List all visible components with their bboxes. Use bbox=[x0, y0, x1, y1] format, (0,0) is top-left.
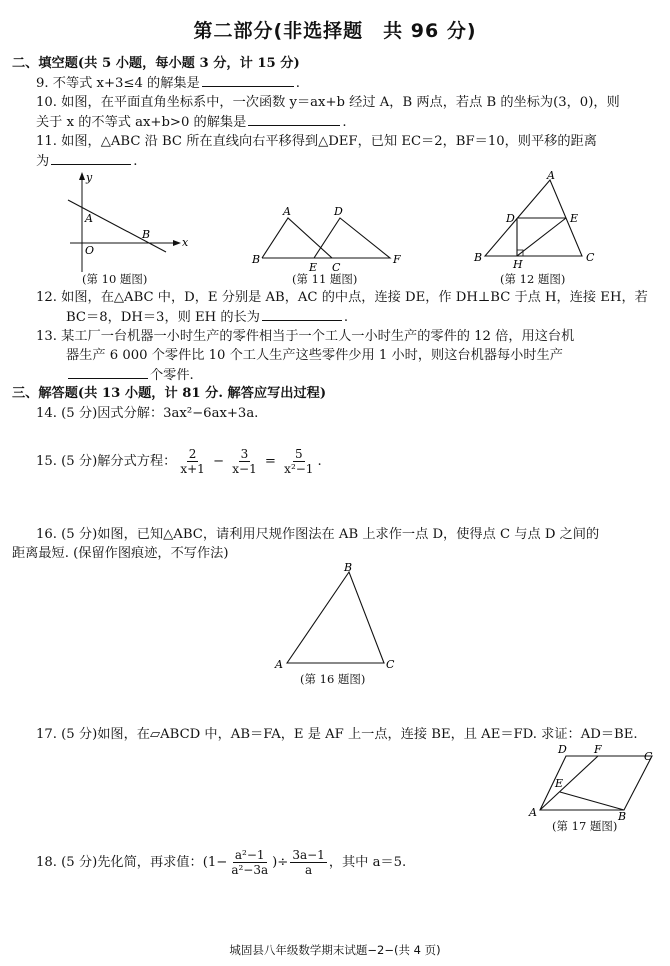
fraction: $\frac{5}{\text{x²−1}}$ bbox=[284, 447, 314, 476]
point-b-label: B bbox=[142, 228, 151, 241]
point-c-label: C bbox=[386, 658, 395, 671]
point-a-label: A bbox=[547, 170, 555, 182]
x-label: x bbox=[182, 236, 189, 249]
point-c-label: C bbox=[586, 251, 595, 264]
question-11-line1: 11. 如图，△ABC 沿 BC 所在直线向右平移得到△DEF，已知 EC＝2，BF＝10，则平移的距离 bbox=[36, 134, 597, 149]
point-b-label: B bbox=[474, 251, 483, 264]
figure-12-caption: (第 12 题图) bbox=[500, 272, 566, 286]
segment-eh bbox=[517, 218, 566, 256]
point-b-label: B bbox=[344, 561, 353, 574]
point-e-label: E bbox=[309, 261, 318, 274]
question-12-line2: BC＝8，DH＝3，则 EH 的长为 . bbox=[66, 307, 660, 327]
question-13-text: 个零件. bbox=[150, 368, 194, 383]
figure-11-caption: (第 11 题图) bbox=[292, 272, 358, 286]
question-17: 17. (5 分)如图，在▱ABCD 中，AB＝FA，E 是 AF 上一点，连接 BE，且 AE＝FD. 求证：AD＝BE. bbox=[36, 727, 638, 742]
question-11-line2: 为 . bbox=[36, 151, 660, 171]
question-12-text: BC＝8，DH＝3，则 EH 的长为 bbox=[66, 310, 260, 325]
page-footer: 城固县八年级数学期末试题−2−(共 4 页) bbox=[229, 943, 441, 957]
answer-blank[interactable] bbox=[68, 365, 148, 379]
point-a-label: A bbox=[85, 212, 93, 225]
section-solution: 三、解答题(共 13 小题，计 81 分. 解答应写出过程) bbox=[12, 386, 327, 401]
figure-17-caption: (第 17 题图) bbox=[552, 819, 618, 833]
y-label: y bbox=[86, 171, 93, 184]
question-9: 9. 不等式 x+3≤4 的解集是 . bbox=[36, 73, 660, 93]
page-title: 第二部分(非选择题 共 96 分) bbox=[193, 20, 477, 42]
answer-blank[interactable] bbox=[262, 307, 342, 321]
section-fill-in-blank: 二、填空题(共 5 小题，每小题 3 分，计 15 分) bbox=[12, 56, 300, 71]
point-d-label: D bbox=[334, 205, 343, 218]
question-11-text: 为 bbox=[36, 154, 50, 169]
point-a-label: A bbox=[283, 205, 291, 218]
point-f-label: F bbox=[393, 253, 401, 266]
figure-10-caption: (第 10 题图) bbox=[82, 272, 148, 286]
answer-blank[interactable] bbox=[202, 73, 294, 87]
point-a-label: A bbox=[529, 806, 537, 819]
point-c-label: C bbox=[332, 261, 341, 274]
question-13-line1: 13. 某工厂一台机器一小时生产的零件相当于一个工人一小时生产的零件的 12 倍，用这台机 bbox=[36, 329, 575, 344]
question-16-line1: 16. (5 分)如图，已知△ABC，请利用尺规作图法在 AB 上求作一点 D，使得点 C 与点 D 之间的 bbox=[36, 527, 600, 542]
segment-be bbox=[560, 792, 624, 810]
point-e-label: E bbox=[570, 212, 579, 225]
fraction: $\frac{3a-1}{a}$ bbox=[292, 848, 325, 877]
question-13-line3 bbox=[66, 365, 660, 385]
question-10-line2: 关于 x 的不等式 ax+b>0 的解集是 . bbox=[36, 112, 660, 132]
point-d-label: D bbox=[506, 212, 515, 225]
fraction: $\frac{3}{x-1}$ bbox=[232, 447, 257, 476]
point-d-label: D bbox=[558, 743, 567, 756]
question-13-line2: 器生产 6 000 个零件比 10 个工人生产这些零件少用 1 小时，则这台机器每小时生产 bbox=[66, 348, 563, 363]
figure-17 bbox=[524, 740, 664, 820]
question-10-line1: 10. 如图，在平面直角坐标系中，一次函数 y＝ax+b 经过 A，B 两点，若点 B 的坐标为(3，0)，则 bbox=[36, 95, 620, 110]
point-b-label: B bbox=[618, 810, 627, 820]
figure-10 bbox=[60, 170, 200, 285]
triangle-abc bbox=[287, 572, 384, 663]
origin-label: O bbox=[85, 244, 95, 257]
question-16-line2: 距离最短. (保留作图痕迹，不写作法) bbox=[12, 546, 229, 561]
x-axis-arrow-icon bbox=[173, 240, 181, 246]
figure-12 bbox=[470, 170, 610, 270]
point-b-label: B bbox=[252, 253, 261, 266]
point-c-label: C bbox=[644, 750, 653, 763]
point-a-label: A bbox=[275, 658, 283, 671]
function-line bbox=[68, 200, 166, 252]
question-18-text: 18. (5 分)先化简，再求值：(1− bbox=[36, 855, 228, 870]
question-14: 14. (5 分)因式分解：3ax²−6ax+3a. bbox=[36, 406, 259, 421]
segment-af bbox=[540, 756, 598, 810]
question-15: 15. (5 分)解分式方程： $\frac{2}{x+1}$ − $\frac{3}{x-1}$ = $\frac{5}{\text{x²−1}}$ . bbox=[36, 447, 322, 476]
question-10-text: 关于 x 的不等式 ax+b>0 的解集是 bbox=[36, 115, 247, 130]
answer-blank[interactable] bbox=[51, 151, 131, 165]
figure-11 bbox=[250, 200, 410, 275]
triangle-abc bbox=[262, 218, 332, 258]
point-e-label: E bbox=[555, 777, 564, 790]
question-18: 18. (5 分)先化简，再求值：(1− $\frac{\text{a²−1}}{\text{a²−3a}}$ )÷ $\frac{3a-1}{a}$ ，其中 a＝5. bbox=[36, 848, 407, 877]
question-12-line1: 12. 如图，在△ABC 中，D，E 分别是 AB，AC 的中点，连接 DE，作 DH⊥BC 于点 H，连接 EH，若 bbox=[36, 290, 648, 305]
question-15-text: 15. (5 分)解分式方程： bbox=[36, 454, 177, 469]
fraction: $\frac{\text{a²−1}}{\text{a²−3a}}$ bbox=[231, 848, 269, 877]
fraction: $\frac{2}{x+1}$ bbox=[180, 447, 205, 476]
y-axis-arrow-icon bbox=[79, 172, 85, 180]
figure-16 bbox=[272, 560, 402, 672]
answer-blank[interactable] bbox=[248, 112, 340, 126]
figure-16-caption: (第 16 题图) bbox=[300, 672, 366, 686]
question-9-text: 9. 不等式 x+3≤4 的解集是 bbox=[36, 76, 200, 91]
point-f-label: F bbox=[594, 743, 602, 756]
point-h-label: H bbox=[513, 258, 523, 270]
